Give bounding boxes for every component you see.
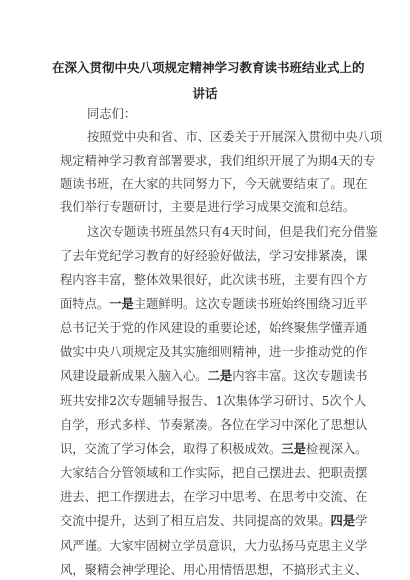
body-text-segment: 检视深入。 — [305, 442, 368, 456]
body-text-segment: 题读书班，在大家的共同努力下，今天就要结束了。现在 — [60, 177, 368, 191]
body-line — [87, 128, 383, 146]
body-text-segment: 内容丰富。这次专题读书 — [232, 369, 368, 383]
body-text-segment: 程内容丰富，整体效果很好，此次读书班，主要有四个方 — [60, 273, 368, 287]
body-line — [60, 464, 368, 482]
body-text-segment: 识，交流了学习体会，取得了积极成效。 — [60, 442, 282, 456]
body-text-segment: 学 — [355, 514, 368, 528]
body-text-segment: 做实中央八项规定及其实施细则精神，进一步推动党的作 — [60, 345, 368, 359]
body-line — [60, 561, 368, 579]
emphasis-marker: 三是 — [281, 441, 306, 456]
body-text-segment: 总书记关于党的作风建设的重要论述，始终聚焦学懂弄通 — [60, 321, 368, 335]
speech-title-line-1: 在深入贯彻中央八项规定精神学习教育读书班结业式上的 — [52, 60, 365, 75]
body-text-segment: 自学，形式多样、节奏紧凑。各位在学习中深化了思想认 — [60, 418, 368, 432]
body-line — [60, 319, 368, 337]
speech-title-line-2: 讲话 — [192, 86, 218, 101]
emphasis-marker: 二是 — [207, 368, 233, 383]
body-text-segment: 风建设最新成果入脑入心。 — [60, 369, 208, 383]
body-text-segment: 我们举行专题研讨，主要是进行学习成果交流和总结。 — [60, 200, 356, 214]
body-text-segment: 风严谨。大家牢固树立学员意识，大力弘扬马克思主义学 — [60, 539, 368, 553]
body-line — [60, 343, 368, 361]
emphasis-marker: 四是 — [330, 513, 356, 528]
body-text-segment: 班共安排2次专题辅导报告、1次集体学习研讨、5次个人 — [60, 394, 367, 408]
body-line — [60, 416, 368, 434]
body-text-segment: 规定精神学习教育部署要求，我们组织开展了为期4天的专 — [60, 154, 376, 168]
body-text-segment: 按照党中央和省、市、区委关于开展深入贯彻中央八项 — [87, 130, 383, 144]
body-line — [60, 367, 368, 385]
body-text-segment: 主题鲜明。这次专题读书班始终围绕习近平 — [133, 297, 368, 311]
body-text-segment: 面特点。 — [60, 297, 110, 311]
body-line — [60, 271, 368, 289]
body-line — [60, 175, 368, 193]
body-line — [60, 440, 368, 458]
salutation: 同志们： — [87, 107, 137, 121]
body-line — [60, 537, 368, 555]
body-text-segment: 了去年党纪学习教育的好经验好做法，学习安排紧凑，课 — [60, 249, 368, 263]
body-line — [60, 198, 360, 216]
body-text-segment: 大家结合分管领域和工作实际，把自己摆进去、把职责摆 — [60, 466, 368, 480]
body-line — [60, 295, 368, 313]
body-line — [87, 223, 378, 241]
body-text-segment: 这次专题读书班虽然只有4天时间，但是我们充分借鉴 — [87, 225, 378, 239]
body-text-segment: 交流中提升，达到了相互启发、共同提高的效果。 — [60, 514, 331, 528]
body-text-segment: 风，聚精会神学理论、用心用情悟思想，不搞形式主义、 — [60, 563, 368, 577]
body-line — [60, 247, 368, 265]
emphasis-marker: 一是 — [109, 296, 134, 311]
body-line — [60, 488, 368, 506]
body-line — [60, 392, 367, 410]
body-line — [60, 152, 376, 170]
body-text-segment: 进去、把工作摆进去，在学习中思考、在思考中交流、在 — [60, 490, 368, 504]
body-line — [60, 512, 368, 530]
